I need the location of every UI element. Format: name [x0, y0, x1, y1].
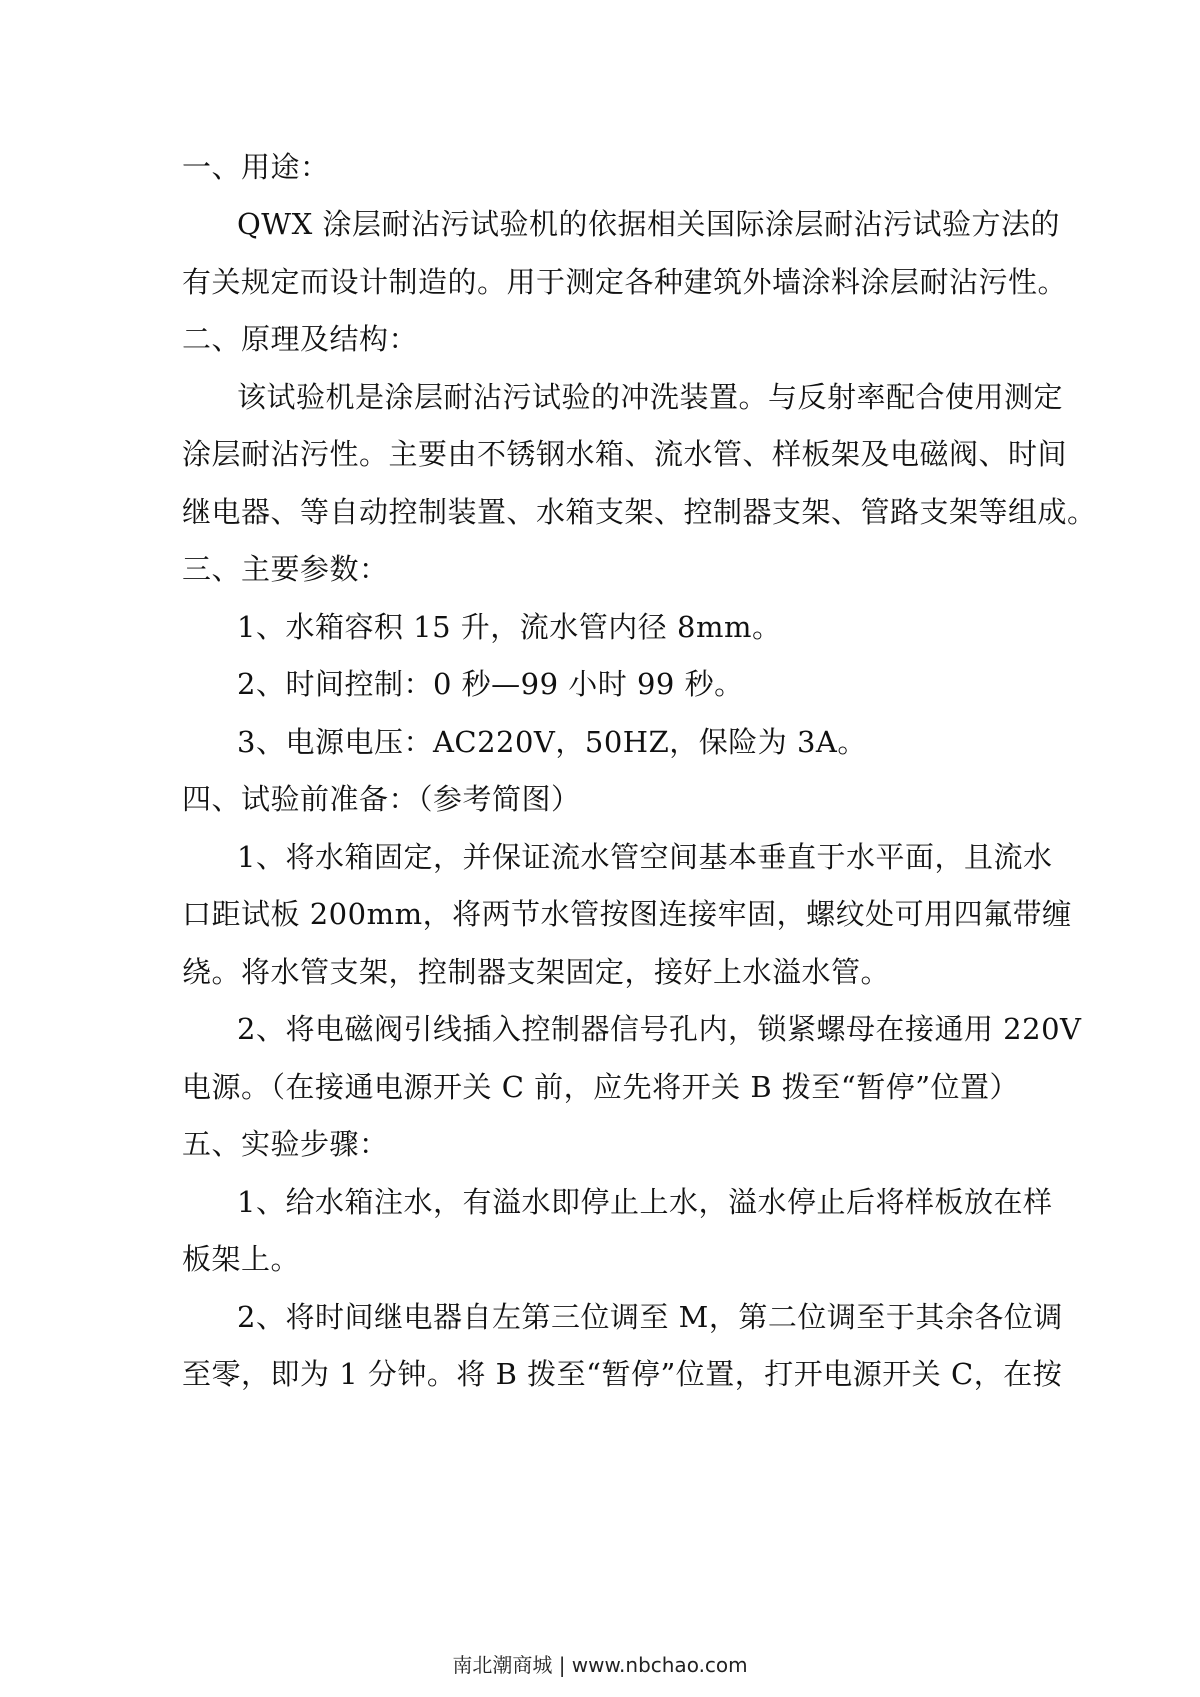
list-item: 2、将电磁阀引线插入控制器信号孔内，锁紧螺母在接通用 220V	[237, 1012, 1082, 1046]
paragraph-line: 口距试板 200mm，将两节水管按图连接牢固，螺纹处可用四氟带缠	[182, 897, 1072, 931]
section-heading-principle: 二、原理及结构：	[182, 322, 419, 356]
section-heading-parameters: 三、主要参数：	[182, 552, 389, 586]
list-item: 2、时间控制：0 秒—99 小时 99 秒。	[237, 667, 744, 701]
paragraph-line: 电源。（在接通电源开关 C 前，应先将开关 B 拨至“暂停”位置）	[182, 1070, 1020, 1104]
list-item: 2、将时间继电器自左第三位调至 M，第二位调至于其余各位调	[237, 1300, 1063, 1334]
paragraph-line: 绕。将水管支架，控制器支架固定，接好上水溢水管。	[182, 955, 891, 989]
list-item: 3、电源电压：AC220V，50HZ，保险为 3A。	[237, 725, 867, 759]
list-item: 1、将水箱固定，并保证流水管空间基本垂直于水平面，且流水	[237, 840, 1053, 874]
paragraph-line: 板架上。	[182, 1242, 301, 1276]
section-heading-usage: 一、用途：	[182, 150, 330, 184]
list-item: 1、给水箱注水，有溢水即停止上水，溢水停止后将样板放在样	[237, 1185, 1053, 1219]
section-heading-steps: 五、实验步骤：	[182, 1127, 389, 1161]
paragraph-line: 继电器、等自动控制装置、水箱支架、控制器支架、管路支架等组成。	[182, 495, 1097, 529]
paragraph-line: 至零，即为 1 分钟。将 B 拨至“暂停”位置，打开电源开关 C，在按	[182, 1357, 1063, 1391]
paragraph-line: 涂层耐沾污性。主要由不锈钢水箱、流水管、样板架及电磁阀、时间	[182, 437, 1068, 471]
section-heading-preparation: 四、试验前准备：（参考简图）	[182, 782, 581, 816]
list-item: 1、水箱容积 15 升，流水管内径 8mm。	[237, 610, 782, 644]
footer-text: 南北潮商城 | www.nbchao.com	[452, 1653, 748, 1677]
paragraph-line: 该试验机是涂层耐沾污试验的冲洗装置。与反射率配合使用测定	[237, 380, 1064, 414]
paragraph-line: 有关规定而设计制造的。用于测定各种建筑外墙涂料涂层耐沾污性。	[182, 265, 1068, 299]
paragraph-line: QWX 涂层耐沾污试验机的依据相关国际涂层耐沾污试验方法的	[237, 207, 1060, 241]
